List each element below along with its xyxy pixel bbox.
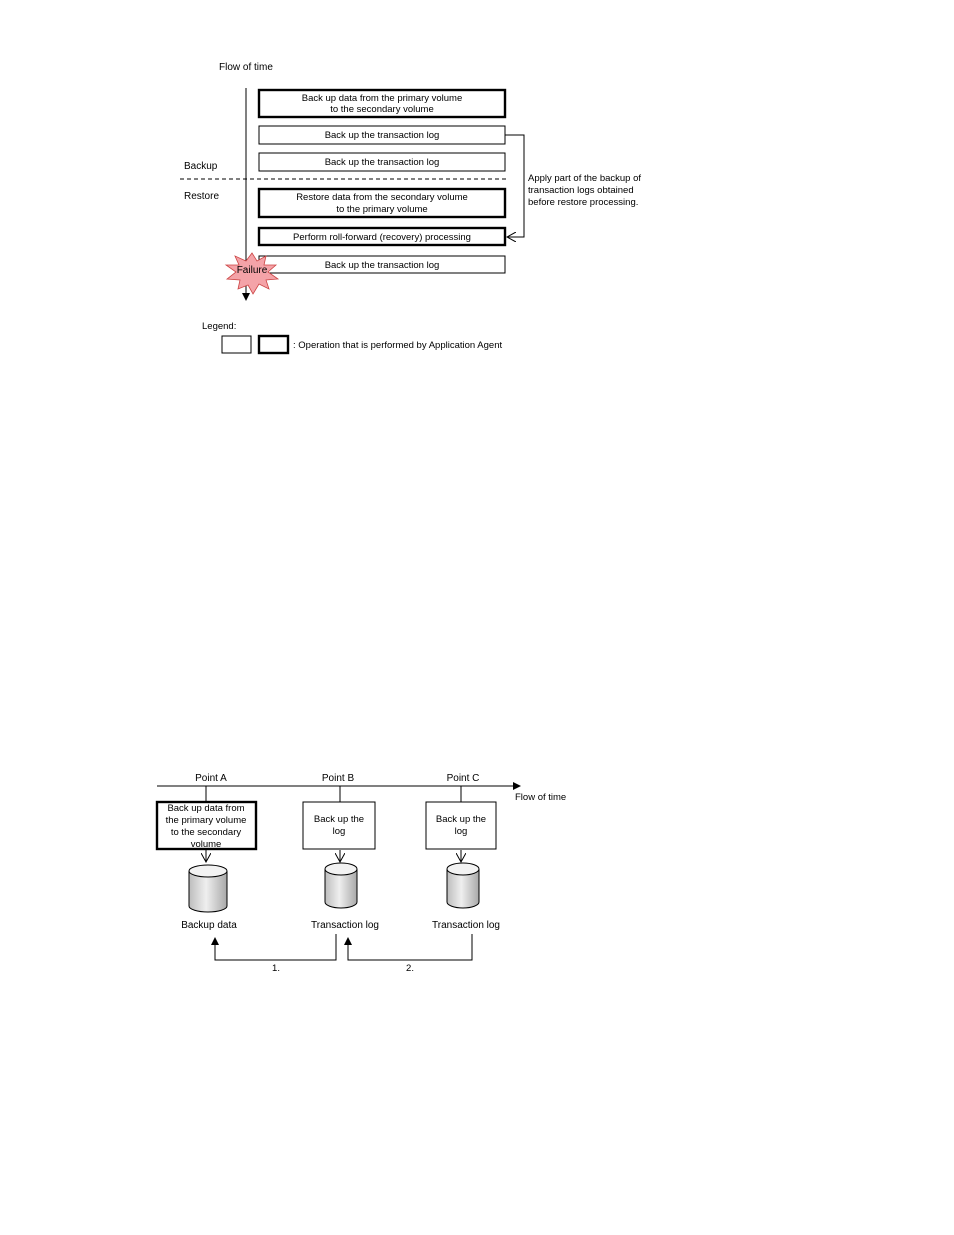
boxB-line1: Back up the bbox=[313, 814, 365, 825]
boxA-line4: volume bbox=[190, 839, 222, 850]
note-line3: before restore processing. bbox=[528, 197, 639, 208]
boxB-line2: log bbox=[332, 826, 346, 837]
box4-line1: Restore data from the secondary volume bbox=[296, 192, 468, 203]
point-a-label: Point A bbox=[195, 773, 227, 784]
flow-of-time-label: Flow of time bbox=[219, 62, 273, 73]
point-c-label: Point C bbox=[446, 773, 480, 784]
apply-logs-connector-arrow bbox=[505, 135, 524, 237]
step1-label: 1. bbox=[272, 963, 280, 974]
apply-step1-arrow bbox=[215, 934, 336, 960]
figure-backup-points bbox=[157, 773, 566, 974]
legend-thin-box bbox=[222, 336, 251, 353]
restore-section-label: Restore bbox=[184, 191, 220, 202]
box1-line1: Back up data from the primary volume bbox=[301, 93, 463, 104]
point-b-label: Point B bbox=[321, 773, 355, 784]
step2-label: 2. bbox=[406, 963, 414, 974]
box3-label: Back up the transaction log bbox=[324, 157, 440, 168]
legend-title: Legend: bbox=[202, 321, 237, 332]
box5-label: Perform roll-forward (recovery) processing bbox=[293, 232, 471, 243]
transaction-log-b-cylinder-icon bbox=[325, 863, 357, 908]
apply-step2-arrow bbox=[348, 934, 472, 960]
box4-line2: to the primary volume bbox=[336, 204, 428, 215]
flow-of-time-label-2: Flow of time bbox=[515, 792, 567, 803]
failure-label: Failure bbox=[236, 265, 268, 276]
box2-label: Back up the transaction log bbox=[324, 130, 440, 141]
boxC-line1: Back up the bbox=[435, 814, 487, 825]
boxA-line3: to the secondary bbox=[170, 827, 242, 838]
transaction-log-b-label: Transaction log bbox=[311, 920, 379, 931]
backup-section-label: Backup bbox=[184, 161, 218, 172]
box6-label: Back up the transaction log bbox=[324, 260, 440, 271]
legend-thick-box bbox=[259, 336, 288, 353]
transaction-log-c-cylinder-icon bbox=[447, 863, 479, 908]
figure-restore-flow bbox=[180, 62, 641, 353]
backup-data-label: Backup data bbox=[181, 920, 237, 931]
box1-line2: to the secondary volume bbox=[330, 104, 434, 115]
transaction-log-c-label: Transaction log bbox=[432, 920, 500, 931]
backup-data-cylinder-icon bbox=[189, 865, 227, 912]
note-line2: transaction logs obtained bbox=[528, 185, 634, 196]
boxA-line2: the primary volume bbox=[165, 815, 247, 826]
note-line1: Apply part of the backup of bbox=[528, 173, 642, 184]
boxA-line1: Back up data from bbox=[167, 803, 245, 814]
boxC-line2: log bbox=[454, 826, 468, 837]
legend-text: : Operation that is performed by Application Agent bbox=[293, 340, 503, 351]
